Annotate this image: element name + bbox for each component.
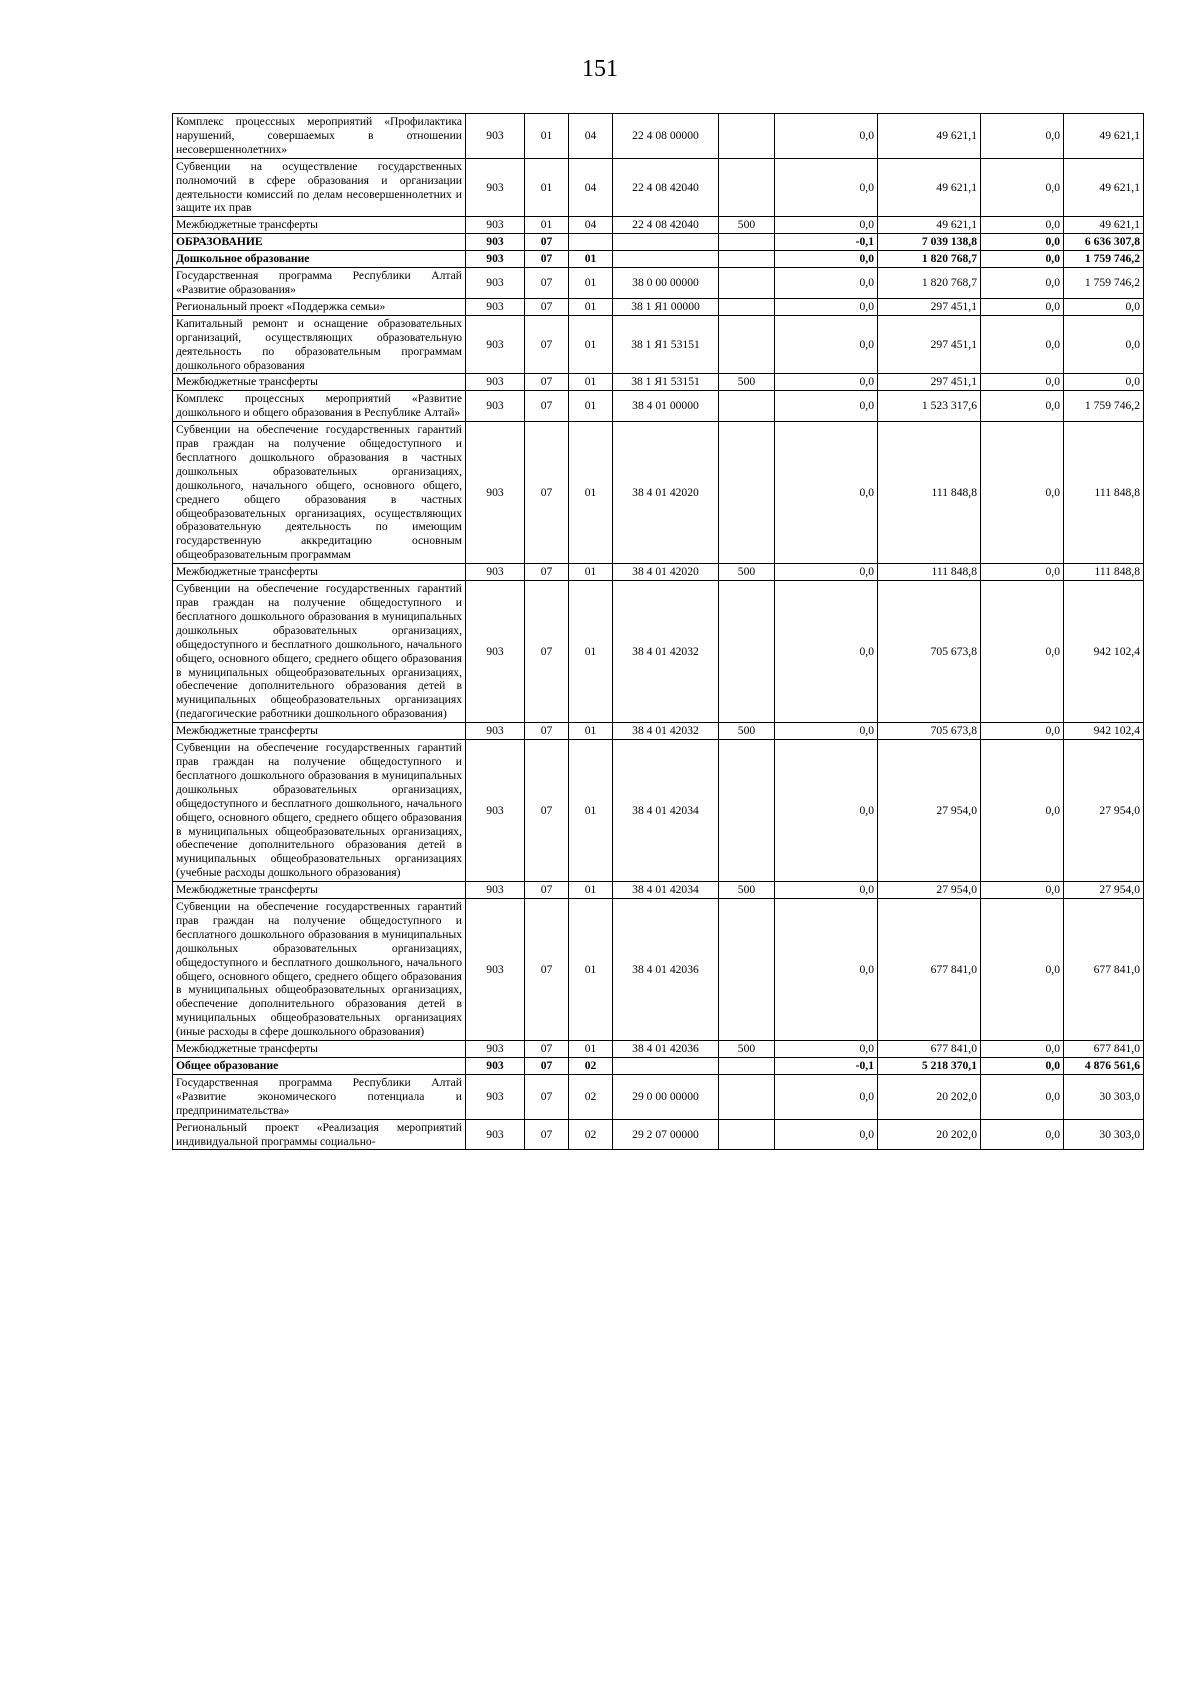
amount-4: 942 102,4 xyxy=(1064,723,1144,740)
amount-2: 7 039 138,8 xyxy=(878,234,981,251)
target-article-code: 38 4 01 42032 xyxy=(613,581,719,723)
section-code: 07 xyxy=(525,234,569,251)
target-article-code: 38 1 Я1 53151 xyxy=(613,315,719,374)
section-code: 07 xyxy=(525,1058,569,1075)
table-row xyxy=(173,391,1144,422)
expense-type-code xyxy=(719,298,775,315)
amount-3: 0,0 xyxy=(981,1074,1064,1119)
amount-2: 297 451,1 xyxy=(878,298,981,315)
amount-4: 111 848,8 xyxy=(1064,422,1144,564)
table-row xyxy=(173,217,1144,234)
amount-1: 0,0 xyxy=(775,581,878,723)
table-row xyxy=(173,298,1144,315)
amount-3: 0,0 xyxy=(981,1119,1064,1150)
amount-2: 49 621,1 xyxy=(878,217,981,234)
section-code: 07 xyxy=(525,1119,569,1150)
admin-code: 903 xyxy=(466,315,525,374)
amount-3: 0,0 xyxy=(981,268,1064,299)
expense-type-code xyxy=(719,391,775,422)
section-code: 07 xyxy=(525,268,569,299)
subsection-code: 01 xyxy=(569,899,613,1041)
amount-4: 27 954,0 xyxy=(1064,740,1144,882)
target-article-code: 22 4 08 00000 xyxy=(613,114,719,159)
row-name: Государственная программа Республики Алтай «Развитие экономического потенциала и предпринимательства» xyxy=(173,1074,466,1119)
amount-3: 0,0 xyxy=(981,1041,1064,1058)
amount-4: 6 636 307,8 xyxy=(1064,234,1144,251)
amount-3: 0,0 xyxy=(981,217,1064,234)
amount-3: 0,0 xyxy=(981,1058,1064,1075)
row-name: Субвенции на осуществление государственных полномочий в сфере образования и организации деятельности комиссий по делам несовершеннолетних и защите их прав xyxy=(173,158,466,217)
table-row xyxy=(173,1058,1144,1075)
expense-type-code xyxy=(719,268,775,299)
expense-type-code xyxy=(719,581,775,723)
section-code: 07 xyxy=(525,740,569,882)
subsection-code: 02 xyxy=(569,1058,613,1075)
amount-2: 111 848,8 xyxy=(878,564,981,581)
amount-4: 0,0 xyxy=(1064,374,1144,391)
expense-type-code: 500 xyxy=(719,723,775,740)
expense-type-code xyxy=(719,234,775,251)
amount-4: 942 102,4 xyxy=(1064,581,1144,723)
amount-2: 677 841,0 xyxy=(878,1041,981,1058)
subsection-code: 01 xyxy=(569,581,613,723)
amount-1: 0,0 xyxy=(775,268,878,299)
admin-code: 903 xyxy=(466,564,525,581)
amount-1: 0,0 xyxy=(775,740,878,882)
section-code: 07 xyxy=(525,374,569,391)
subsection-code: 01 xyxy=(569,374,613,391)
admin-code: 903 xyxy=(466,298,525,315)
row-name: Межбюджетные трансферты xyxy=(173,564,466,581)
amount-2: 20 202,0 xyxy=(878,1074,981,1119)
admin-code: 903 xyxy=(466,1041,525,1058)
amount-2: 111 848,8 xyxy=(878,422,981,564)
section-code: 07 xyxy=(525,564,569,581)
table-row xyxy=(173,422,1144,564)
amount-3: 0,0 xyxy=(981,114,1064,159)
expense-type-code: 500 xyxy=(719,564,775,581)
target-article-code xyxy=(613,234,719,251)
target-article-code: 38 4 01 42034 xyxy=(613,882,719,899)
admin-code: 903 xyxy=(466,268,525,299)
amount-2: 297 451,1 xyxy=(878,315,981,374)
admin-code: 903 xyxy=(466,234,525,251)
expense-type-code xyxy=(719,315,775,374)
table-row xyxy=(173,251,1144,268)
admin-code: 903 xyxy=(466,1074,525,1119)
row-name: ОБРАЗОВАНИЕ xyxy=(173,234,466,251)
amount-4: 1 759 746,2 xyxy=(1064,251,1144,268)
amount-3: 0,0 xyxy=(981,251,1064,268)
table-row xyxy=(173,1041,1144,1058)
amount-1: -0,1 xyxy=(775,1058,878,1075)
amount-1: 0,0 xyxy=(775,251,878,268)
amount-3: 0,0 xyxy=(981,298,1064,315)
amount-2: 677 841,0 xyxy=(878,899,981,1041)
amount-4: 30 303,0 xyxy=(1064,1119,1144,1150)
target-article-code: 38 4 01 42036 xyxy=(613,899,719,1041)
section-code: 07 xyxy=(525,723,569,740)
admin-code: 903 xyxy=(466,422,525,564)
amount-3: 0,0 xyxy=(981,564,1064,581)
amount-2: 705 673,8 xyxy=(878,723,981,740)
row-name: Комплекс процессных мероприятий «Профилактика нарушений, совершаемых в отношении несовершеннолетних» xyxy=(173,114,466,159)
amount-1: 0,0 xyxy=(775,374,878,391)
amount-4: 49 621,1 xyxy=(1064,158,1144,217)
section-code: 01 xyxy=(525,217,569,234)
row-name: Дошкольное образование xyxy=(173,251,466,268)
page-number: 151 xyxy=(582,56,618,82)
target-article-code: 38 4 01 42032 xyxy=(613,723,719,740)
amount-4: 1 759 746,2 xyxy=(1064,391,1144,422)
admin-code: 903 xyxy=(466,391,525,422)
admin-code: 903 xyxy=(466,251,525,268)
subsection-code: 01 xyxy=(569,298,613,315)
expense-type-code xyxy=(719,114,775,159)
amount-2: 297 451,1 xyxy=(878,374,981,391)
section-code: 07 xyxy=(525,882,569,899)
row-name: Комплекс процессных мероприятий «Развитие дошкольного и общего образования в Республике Алтай» xyxy=(173,391,466,422)
amount-3: 0,0 xyxy=(981,234,1064,251)
subsection-code: 01 xyxy=(569,882,613,899)
target-article-code: 22 4 08 42040 xyxy=(613,217,719,234)
target-article-code: 38 1 Я1 00000 xyxy=(613,298,719,315)
expense-type-code: 500 xyxy=(719,374,775,391)
amount-4: 30 303,0 xyxy=(1064,1074,1144,1119)
amount-4: 1 759 746,2 xyxy=(1064,268,1144,299)
section-code: 07 xyxy=(525,298,569,315)
subsection-code: 01 xyxy=(569,315,613,374)
amount-2: 1 523 317,6 xyxy=(878,391,981,422)
amount-3: 0,0 xyxy=(981,374,1064,391)
target-article-code: 38 4 01 00000 xyxy=(613,391,719,422)
admin-code: 903 xyxy=(466,374,525,391)
amount-4: 49 621,1 xyxy=(1064,114,1144,159)
subsection-code: 04 xyxy=(569,114,613,159)
admin-code: 903 xyxy=(466,882,525,899)
row-name: Региональный проект «Реализация мероприятий индивидуальной программы социально- xyxy=(173,1119,466,1150)
amount-4: 677 841,0 xyxy=(1064,899,1144,1041)
amount-2: 49 621,1 xyxy=(878,114,981,159)
row-name: Межбюджетные трансферты xyxy=(173,723,466,740)
amount-4: 677 841,0 xyxy=(1064,1041,1144,1058)
amount-3: 0,0 xyxy=(981,882,1064,899)
subsection-code: 01 xyxy=(569,422,613,564)
admin-code: 903 xyxy=(466,1119,525,1150)
target-article-code xyxy=(613,1058,719,1075)
table-row xyxy=(173,234,1144,251)
amount-1: 0,0 xyxy=(775,315,878,374)
section-code: 07 xyxy=(525,581,569,723)
admin-code: 903 xyxy=(466,740,525,882)
section-code: 07 xyxy=(525,315,569,374)
expense-type-code xyxy=(719,251,775,268)
subsection-code xyxy=(569,234,613,251)
table-row xyxy=(173,268,1144,299)
subsection-code: 01 xyxy=(569,391,613,422)
section-code: 01 xyxy=(525,114,569,159)
admin-code: 903 xyxy=(466,899,525,1041)
table-row xyxy=(173,564,1144,581)
subsection-code: 04 xyxy=(569,217,613,234)
expense-type-code xyxy=(719,422,775,564)
target-article-code: 38 4 01 42020 xyxy=(613,564,719,581)
row-name: Региональный проект «Поддержка семьи» xyxy=(173,298,466,315)
table-row xyxy=(173,882,1144,899)
admin-code: 903 xyxy=(466,158,525,217)
admin-code: 903 xyxy=(466,1058,525,1075)
amount-1: -0,1 xyxy=(775,234,878,251)
section-code: 07 xyxy=(525,391,569,422)
amount-3: 0,0 xyxy=(981,581,1064,723)
amount-3: 0,0 xyxy=(981,315,1064,374)
amount-2: 27 954,0 xyxy=(878,882,981,899)
row-name: Субвенции на обеспечение государственных гарантий прав граждан на получение общедоступного и бесплатного дошкольного образования в муниципальных дошкольных образовательных организациях, общедоступного и бесплатного дошкольного, начального общего, основного общего, среднего общего образования в муниципальных общеобразовательных организациях, обеспечение дополнительного образования детей в муниципальных общеобразовательных организациях (иные расходы в сфере дошкольного образования) xyxy=(173,899,466,1041)
amount-2: 27 954,0 xyxy=(878,740,981,882)
row-name: Субвенции на обеспечение государственных гарантий прав граждан на получение общедоступного и бесплатного дошкольного образования в частных дошкольных образовательных организациях, дошкольного, начального общего, основного общего, среднего общего образования в частных общеобразовательных организациях, осуществляющих образовательную деятельность по имеющим государственную аккредитацию основным общеобразовательным программам xyxy=(173,422,466,564)
amount-2: 705 673,8 xyxy=(878,581,981,723)
amount-1: 0,0 xyxy=(775,882,878,899)
row-name: Общее образование xyxy=(173,1058,466,1075)
table-row xyxy=(173,315,1144,374)
amount-1: 0,0 xyxy=(775,1119,878,1150)
amount-3: 0,0 xyxy=(981,723,1064,740)
amount-1: 0,0 xyxy=(775,1074,878,1119)
row-name: Межбюджетные трансферты xyxy=(173,217,466,234)
amount-1: 0,0 xyxy=(775,564,878,581)
subsection-code: 01 xyxy=(569,1041,613,1058)
amount-2: 1 820 768,7 xyxy=(878,268,981,299)
expense-type-code xyxy=(719,1058,775,1075)
expense-type-code xyxy=(719,899,775,1041)
row-name: Межбюджетные трансферты xyxy=(173,374,466,391)
admin-code: 903 xyxy=(466,581,525,723)
amount-2: 20 202,0 xyxy=(878,1119,981,1150)
expense-type-code: 500 xyxy=(719,1041,775,1058)
row-name: Субвенции на обеспечение государственных гарантий прав граждан на получение общедоступного и бесплатного дошкольного образования в муниципальных дошкольных образовательных организациях, общедоступного и бесплатного дошкольного, начального общего, основного общего, среднего общего образования в муниципальных общеобразовательных организациях, обеспечение дополнительного образования детей в муниципальных общеобразовательных организациях (педагогические работники дошкольного образования) xyxy=(173,581,466,723)
amount-1: 0,0 xyxy=(775,158,878,217)
admin-code: 903 xyxy=(466,723,525,740)
table-row xyxy=(173,723,1144,740)
table-row xyxy=(173,1119,1144,1150)
expense-type-code xyxy=(719,1119,775,1150)
section-code: 07 xyxy=(525,1074,569,1119)
amount-4: 49 621,1 xyxy=(1064,217,1144,234)
target-article-code: 29 0 00 00000 xyxy=(613,1074,719,1119)
amount-2: 49 621,1 xyxy=(878,158,981,217)
amount-4: 4 876 561,6 xyxy=(1064,1058,1144,1075)
subsection-code: 02 xyxy=(569,1074,613,1119)
amount-3: 0,0 xyxy=(981,391,1064,422)
row-name: Субвенции на обеспечение государственных гарантий прав граждан на получение общедоступного и бесплатного дошкольного образования в муниципальных дошкольных образовательных организациях, общедоступного и бесплатного дошкольного, начального общего, основного общего, среднего общего образования в муниципальных общеобразовательных организациях, обеспечение дополнительного образования детей в муниципальных общеобразовательных организациях (учебные расходы дошкольного образования) xyxy=(173,740,466,882)
amount-4: 0,0 xyxy=(1064,315,1144,374)
admin-code: 903 xyxy=(466,114,525,159)
amount-1: 0,0 xyxy=(775,723,878,740)
amount-3: 0,0 xyxy=(981,158,1064,217)
subsection-code: 01 xyxy=(569,723,613,740)
table-row xyxy=(173,581,1144,723)
expense-type-code: 500 xyxy=(719,217,775,234)
row-name: Государственная программа Республики Алтай «Развитие образования» xyxy=(173,268,466,299)
section-code: 07 xyxy=(525,251,569,268)
section-code: 01 xyxy=(525,158,569,217)
amount-1: 0,0 xyxy=(775,422,878,564)
target-article-code: 38 0 00 00000 xyxy=(613,268,719,299)
target-article-code: 38 4 01 42036 xyxy=(613,1041,719,1058)
row-name: Межбюджетные трансферты xyxy=(173,882,466,899)
section-code: 07 xyxy=(525,899,569,1041)
amount-3: 0,0 xyxy=(981,740,1064,882)
table-row xyxy=(173,740,1144,882)
row-name: Капитальный ремонт и оснащение образовательных организаций, осуществляющих образовательную деятельность по образовательным программам дошкольного образования xyxy=(173,315,466,374)
target-article-code: 38 1 Я1 53151 xyxy=(613,374,719,391)
amount-4: 111 848,8 xyxy=(1064,564,1144,581)
expense-type-code xyxy=(719,1074,775,1119)
subsection-code: 04 xyxy=(569,158,613,217)
admin-code: 903 xyxy=(466,217,525,234)
expense-type-code xyxy=(719,740,775,882)
target-article-code: 38 4 01 42034 xyxy=(613,740,719,882)
amount-1: 0,0 xyxy=(775,298,878,315)
table-row xyxy=(173,114,1144,159)
table-row xyxy=(173,158,1144,217)
table-body xyxy=(173,114,1144,1150)
amount-1: 0,0 xyxy=(775,899,878,1041)
subsection-code: 01 xyxy=(569,268,613,299)
amount-3: 0,0 xyxy=(981,422,1064,564)
amount-2: 5 218 370,1 xyxy=(878,1058,981,1075)
amount-1: 0,0 xyxy=(775,217,878,234)
target-article-code: 22 4 08 42040 xyxy=(613,158,719,217)
amount-2: 1 820 768,7 xyxy=(878,251,981,268)
subsection-code: 02 xyxy=(569,1119,613,1150)
amount-1: 0,0 xyxy=(775,114,878,159)
section-code: 07 xyxy=(525,422,569,564)
amount-4: 27 954,0 xyxy=(1064,882,1144,899)
table-row xyxy=(173,899,1144,1041)
table-row xyxy=(173,374,1144,391)
row-name: Межбюджетные трансферты xyxy=(173,1041,466,1058)
expense-type-code xyxy=(719,158,775,217)
subsection-code: 01 xyxy=(569,251,613,268)
subsection-code: 01 xyxy=(569,564,613,581)
amount-1: 0,0 xyxy=(775,1041,878,1058)
amount-3: 0,0 xyxy=(981,899,1064,1041)
target-article-code: 29 2 07 00000 xyxy=(613,1119,719,1150)
target-article-code: 38 4 01 42020 xyxy=(613,422,719,564)
expense-type-code: 500 xyxy=(719,882,775,899)
amount-1: 0,0 xyxy=(775,391,878,422)
target-article-code xyxy=(613,251,719,268)
budget-table xyxy=(172,113,1144,1150)
section-code: 07 xyxy=(525,1041,569,1058)
table-row xyxy=(173,1074,1144,1119)
subsection-code: 01 xyxy=(569,740,613,882)
amount-4: 0,0 xyxy=(1064,298,1144,315)
